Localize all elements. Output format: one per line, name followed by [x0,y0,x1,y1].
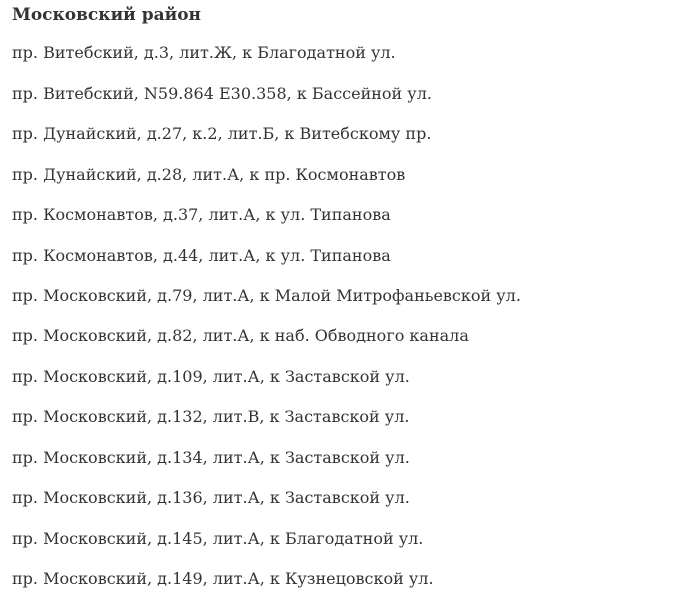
address-item: пр. Московский, д.109, лит.А, к Заставской ул. [12,367,410,386]
address-item: пр. Московский, д.134, лит.А, к Заставской ул. [12,448,410,467]
address-item: пр. Московский, д.79, лит.А, к Малой Митрофаньевской ул. [12,286,521,305]
address-item: пр. Московский, д.82, лит.А, к наб. Обводного канала [12,326,469,345]
address-item: пр. Витебский, N59.864 E30.358, к Бассейной ул. [12,84,432,103]
district-heading: Московский район [12,5,201,25]
address-item: пр. Дунайский, д.28, лит.А, к пр. Космонавтов [12,165,406,184]
address-item: пр. Дунайский, д.27, к.2, лит.Б, к Витебскому пр. [12,124,432,143]
address-item: пр. Московский, д.145, лит.А, к Благодатной ул. [12,529,424,548]
address-item: пр. Московский, д.136, лит.А, к Заставской ул. [12,488,410,507]
address-item: пр. Витебский, д.3, лит.Ж, к Благодатной ул. [12,43,396,62]
address-item: пр. Московский, д.132, лит.В, к Заставской ул. [12,407,410,426]
address-item: пр. Московский, д.149, лит.А, к Кузнецовской ул. [12,569,434,588]
address-item: пр. Космонавтов, д.44, лит.А, к ул. Типанова [12,246,391,265]
address-item: пр. Космонавтов, д.37, лит.А, к ул. Типанова [12,205,391,224]
